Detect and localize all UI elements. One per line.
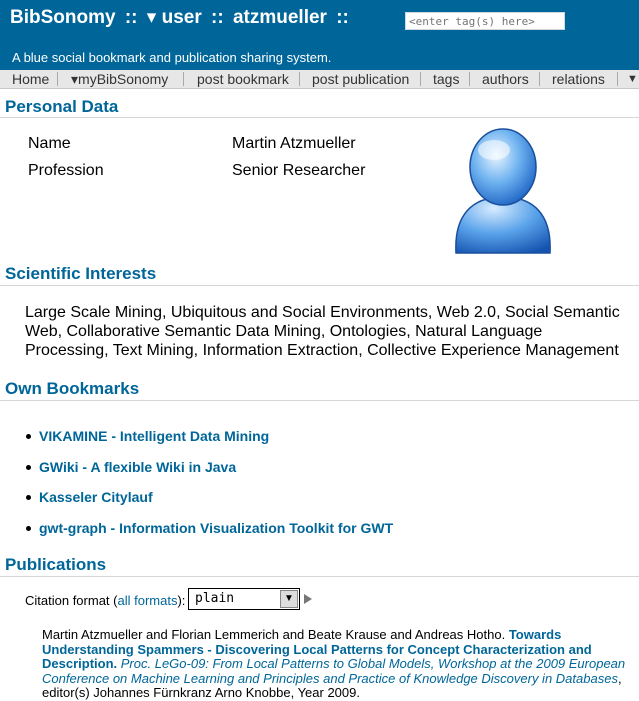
nav-post-bookmark[interactable]: post bookmark (197, 71, 289, 87)
bookmark-item (26, 520, 393, 536)
name-value: Martin Atzmueller (232, 135, 356, 152)
brand-link[interactable]: BibSonomy (10, 7, 116, 28)
divider (0, 117, 639, 118)
breadcrumb-separator: :: (336, 7, 349, 28)
tag-search-input[interactable] (405, 12, 565, 30)
user-menu[interactable]: ▾ user (146, 7, 202, 28)
bookmark-item (26, 459, 236, 475)
bullet-icon (26, 434, 31, 439)
bullet-icon (26, 526, 31, 531)
publication-details: , editor(s) Johannes Fürnkranz Arno Knobbe, Year 2009. (42, 670, 622, 700)
bullet-icon (26, 465, 31, 470)
bullet-icon (26, 495, 31, 500)
nav-post-publication[interactable]: post publication (312, 71, 410, 87)
publications-heading: Publications (5, 555, 107, 574)
bookmark-item (26, 428, 269, 444)
divider (0, 400, 639, 401)
nav-divider (617, 72, 618, 86)
bookmark-link[interactable]: VIKAMINE - Intelligent Data Mining (39, 428, 270, 444)
nav-more-icon[interactable]: ▼ (627, 73, 638, 85)
divider (0, 576, 639, 577)
citation-format-label: Citation format (all formats): (25, 593, 186, 608)
scientific-interests-heading: Scientific Interests (5, 264, 157, 283)
play-icon[interactable] (304, 594, 312, 604)
divider (0, 285, 639, 286)
nav-divider (539, 72, 540, 86)
nav-home[interactable]: Home (12, 71, 50, 87)
personal-data-heading: Personal Data (5, 97, 119, 116)
nav-divider (469, 72, 470, 86)
bookmark-item (26, 489, 153, 505)
header-bar (0, 0, 639, 70)
nav-divider (299, 72, 300, 86)
breadcrumb-separator: :: (124, 7, 138, 28)
name-label: Name (28, 135, 71, 152)
citation-format-select[interactable] (188, 588, 300, 610)
bookmark-link[interactable]: GWiki - A flexible Wiki in Java (39, 459, 237, 475)
profession-value: Senior Researcher (232, 162, 366, 179)
avatar (448, 125, 558, 262)
nav-divider (183, 72, 184, 86)
citation-format-value: plain (195, 591, 235, 606)
publication-authors: Martin Atzmueller and Florian Lemmerich and Beate Krause and Andreas Hotho. (42, 627, 506, 642)
nav-divider (420, 72, 421, 86)
nav-authors[interactable]: authors (482, 71, 529, 87)
main-nav (0, 70, 639, 89)
brand-bar (10, 6, 353, 29)
own-bookmarks-heading: Own Bookmarks (5, 379, 140, 398)
publication-title-link[interactable]: Towards Understanding Spammers - Discovering Local Patterns for Concept Characterization and Description (42, 627, 592, 671)
profession-label: Profession (28, 162, 104, 179)
publication-venue: Proc. LeGo-09: From Local Patterns to Global Models, Workshop at the 2009 European Conference on Machine Learning and Principles and Practice of Knowledge Discovery in Databases (42, 656, 626, 686)
nav-relations[interactable]: relations (552, 71, 605, 87)
interests-text: Large Scale Mining, Ubiquitous and Social Environments, Web 2.0, Social Semantic Web, Collaborative Semantic Data Mining, Ontologies, Natural Language Processing, Text Mining, Information Extraction, Collective Experience Management (25, 304, 620, 359)
breadcrumb-separator: :: (211, 7, 224, 28)
dropdown-arrow-icon[interactable]: ▼ (280, 590, 298, 608)
all-formats-link[interactable]: all formats (117, 593, 178, 608)
username-link[interactable]: atzmueller (232, 7, 327, 28)
bookmark-link[interactable]: Kasseler Citylauf (39, 489, 153, 505)
publication-entry: Martin Atzmueller and Florian Lemmerich and Beate Krause and Andreas Hotho. Towards Understanding Spammers - Discovering Local Patterns for Concept Characterization and Description. Proc. LeGo-09: From Local Patterns to Global Models, Workshop at the 2009 European Conference on Machine Learning and Principles and Practice of Knowledge Discovery in Databases, editor(s) Johannes Fürnkranz Arno Knobbe, Year 2009. (42, 627, 626, 700)
user-avatar-icon (448, 125, 558, 257)
nav-tags[interactable]: tags (433, 71, 460, 87)
site-subtitle: A blue social bookmark and publication sharing system. (12, 50, 332, 65)
nav-mybibsonomy[interactable]: ▾myBibSonomy (71, 71, 169, 87)
bookmark-link[interactable]: gwt-graph - Information Visualization Toolkit for GWT (39, 520, 394, 536)
nav-divider (57, 72, 58, 86)
